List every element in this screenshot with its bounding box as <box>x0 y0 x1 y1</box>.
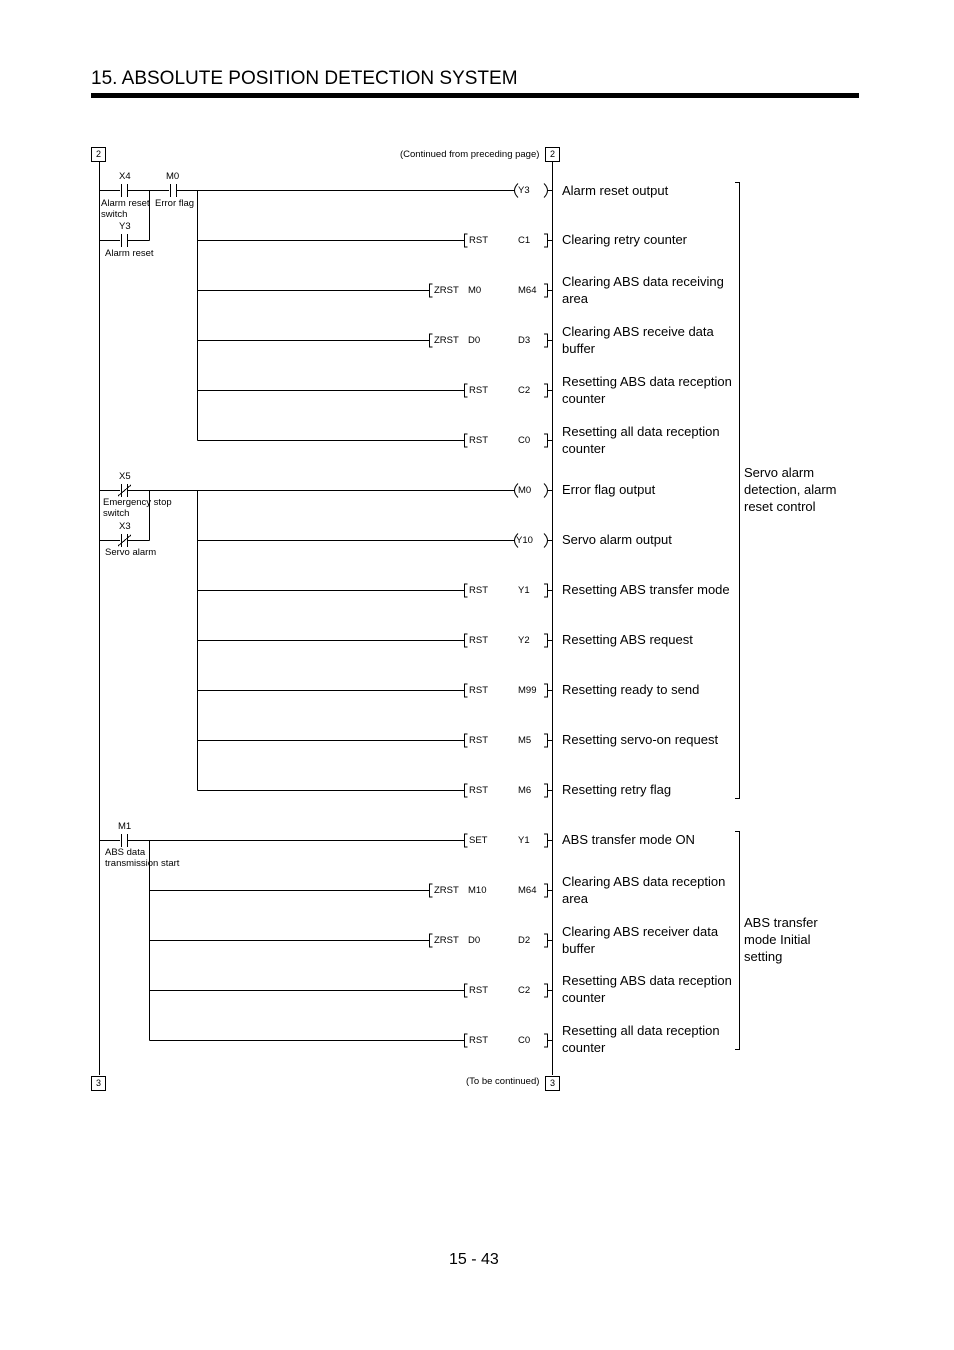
instruction-operand: C2 <box>518 385 531 396</box>
instruction-operand: D0 <box>468 335 481 346</box>
rung-comment: Clearing ABS receive data buffer <box>562 324 714 356</box>
instruction-operand: M10 <box>468 885 487 896</box>
rung-comment: Clearing ABS data receiving area <box>562 274 724 306</box>
instruction-op: RST <box>469 685 488 696</box>
connector-bottom-right: 3 <box>545 1076 560 1091</box>
rung-comment: Resetting ABS data reception counter <box>562 973 732 1005</box>
instruction-op: ZRST <box>434 285 459 296</box>
instruction-operand: M64 <box>518 285 537 296</box>
group-label-servo-alarm: Servo alarm detection, alarm reset control <box>744 465 837 514</box>
rung-comment: Resetting ABS transfer mode <box>562 582 730 597</box>
rung-comment: Resetting ready to send <box>562 682 700 697</box>
rung-comment: Resetting ABS request <box>562 632 693 647</box>
instruction-op: RST <box>469 985 488 996</box>
instruction-op: RST <box>469 435 488 446</box>
rung-comment: Clearing ABS receiver data buffer <box>562 924 719 956</box>
group-bracket-1 <box>735 183 740 799</box>
rung-comment: Resetting servo-on request <box>562 732 719 747</box>
instruction-operand: M64 <box>518 885 537 896</box>
continued-note: (Continued from preceding page) <box>400 149 540 160</box>
contact-x4-device: X4 <box>119 171 131 182</box>
instruction-op: RST <box>469 1035 488 1046</box>
to-be-continued-note: (To be continued) <box>466 1076 540 1087</box>
instruction-operand: C1 <box>518 235 531 246</box>
instruction-operand: C0 <box>518 1035 531 1046</box>
contact-m1-label: ABS data transmission start <box>105 847 180 869</box>
rung-comment: Alarm reset output <box>562 183 669 198</box>
instruction-op: RST <box>469 235 488 246</box>
instruction-op: ZRST <box>434 935 459 946</box>
rung-comment: Resetting ABS data reception counter <box>562 374 732 406</box>
instruction-operand: M99 <box>518 685 537 696</box>
instruction-operand: D3 <box>518 335 531 346</box>
contact-x5-device: X5 <box>119 471 131 482</box>
connector-top-left: 2 <box>91 147 106 162</box>
instruction-operand: Y2 <box>518 635 530 646</box>
instruction-op: RST <box>469 785 488 796</box>
contact-x3-label: Servo alarm <box>105 547 157 558</box>
instruction-op: RST <box>469 585 488 596</box>
instruction-op: RST <box>469 385 488 396</box>
instruction-operand: C0 <box>518 435 531 446</box>
connector-bottom-left: 3 <box>91 1076 106 1091</box>
rung-comment: Resetting all data reception counter <box>562 1023 720 1055</box>
contact-y3-label: Alarm reset <box>105 248 154 259</box>
instruction-op: ZRST <box>434 885 459 896</box>
coil-output: Y3 <box>518 185 530 196</box>
connector-top-right: 2 <box>545 147 560 162</box>
rung-comment: Error flag output <box>562 482 656 497</box>
rung-comment: Resetting retry flag <box>562 782 672 797</box>
page-header-title: 15. ABSOLUTE POSITION DETECTION SYSTEM <box>91 68 518 89</box>
contact-m1-device: M1 <box>118 821 132 832</box>
rung-comment: Servo alarm output <box>562 532 672 547</box>
page-number: 15 - 43 <box>449 1251 499 1268</box>
coil-output: Y10 <box>516 535 533 546</box>
contact-m0-device: M0 <box>166 171 180 182</box>
contact-x5-label: Emergency stop switch <box>103 497 172 519</box>
instruction-operand: Y1 <box>518 835 530 846</box>
coil-output: M0 <box>518 485 532 496</box>
rung-comment: Resetting all data reception counter <box>562 424 720 456</box>
instruction-op: ZRST <box>434 335 459 346</box>
instruction-op: RST <box>469 735 488 746</box>
group-label-abs-transfer: ABS transfer mode Initial setting <box>744 915 818 964</box>
instruction-operand: M5 <box>518 735 532 746</box>
instruction-operand: D0 <box>468 935 481 946</box>
rung-comment: ABS transfer mode ON <box>562 832 695 847</box>
instruction-operand: C2 <box>518 985 531 996</box>
rung-comment: Clearing retry counter <box>562 232 687 247</box>
rung-comment: Clearing ABS data reception area <box>562 874 726 906</box>
contact-y3-device: Y3 <box>119 221 131 232</box>
instruction-operand: Y1 <box>518 585 530 596</box>
contact-x3-device: X3 <box>119 521 131 532</box>
contact-m0-label: Error flag <box>155 198 195 209</box>
instruction-op: RST <box>469 635 488 646</box>
instruction-operand: M0 <box>468 285 482 296</box>
group-bracket-2 <box>735 832 740 1050</box>
instruction-operand: M6 <box>518 785 532 796</box>
instruction-op: SET <box>469 835 488 846</box>
contact-x4-label: Alarm reset switch <box>101 198 150 220</box>
instruction-operand: D2 <box>518 935 531 946</box>
